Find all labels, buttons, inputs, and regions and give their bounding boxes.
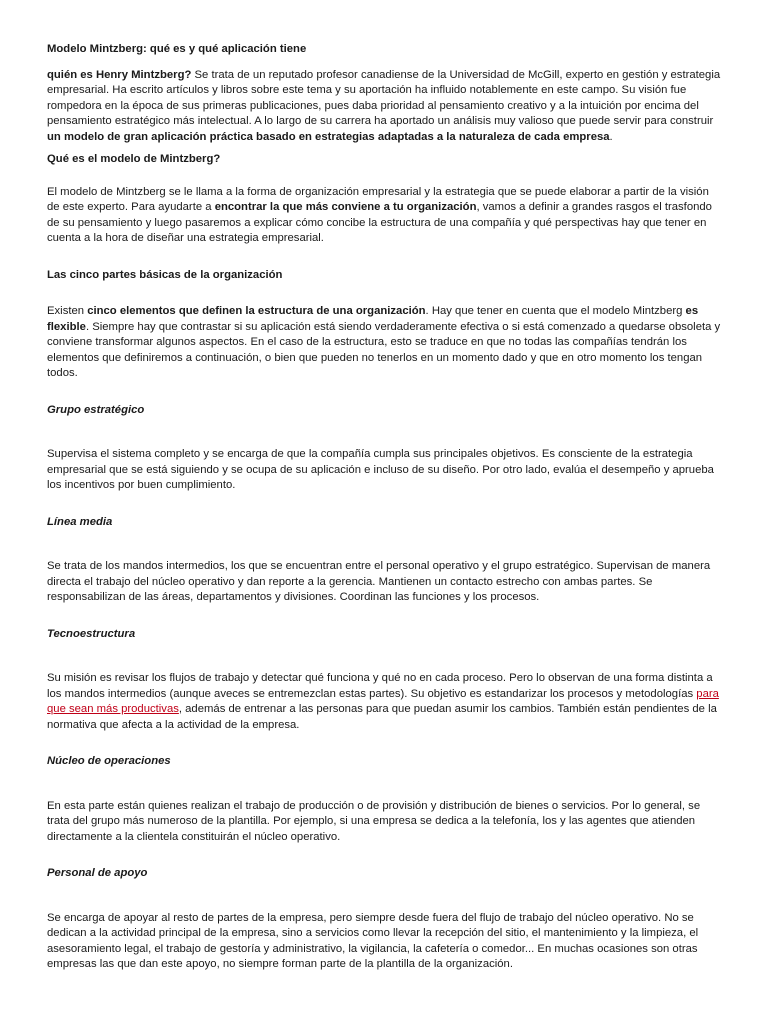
section-heading-tecno: Tecnoestructura	[47, 627, 136, 640]
section-heading-modelo: Qué es el modelo de Mintzberg?	[47, 153, 221, 165]
tecno-text-2: , además de entrenar a las personas para que puedan asumir los cambios. También están pendientes de la normativa que afecta a la actividad de la empresa.	[47, 703, 717, 731]
section-heading-apoyo: Personal de apoyo	[47, 867, 148, 879]
intro-bold-tail: un modelo de gran aplicación práctica basado en estrategias adaptadas a la naturaleza de cada empresa	[47, 130, 610, 143]
modelo-text-2: , vamos a definir a grandes rasgos el trasfondo de su pensamiento y luego pasaremos a explicar cómo concibe la estructura de una compañía y qué perspectivas hay que tener en cuenta a la hora de diseñar una estrategia empresarial.	[47, 201, 712, 244]
intro-lead: quién es Henry Mintzberg?	[47, 68, 192, 81]
modelo-bold: encontrar la que más conviene a tu organización	[214, 201, 477, 213]
tecno-text-1: Su misión es revisar los flujos de trabajo y detectar qué funciona y qué no en cada proceso. Pero lo observan de una forma distinta a los mandos intermedios (aunque aveces se entremezclan estas partes). Su objetivo es estandarizar los procesos y metodologías	[47, 672, 713, 700]
partes-text-2: . Hay que tener en cuenta que el modelo Mintzberg	[425, 305, 686, 317]
section-heading-linea: Línea media	[47, 515, 113, 528]
productivas-link[interactable]: para que sean más productivas	[47, 687, 719, 715]
partes-bold-2: es flexible	[47, 305, 699, 333]
grupo-paragraph: Supervisa el sistema completo y se encarga de que la compañía cumpla sus principales objetivos. Es consciente de la estrategia empresarial que se está siguiendo y se ocupa de su aplicación e incluso de su diseño. Por otro lado, evalúa el desempeño y aprueba los incentivos por buen cumplimiento.	[47, 448, 714, 491]
section-heading-partes: Las cinco partes básicas de la organización	[47, 268, 283, 281]
tecno-paragraph	[47, 671, 724, 733]
partes-paragraph	[47, 304, 724, 382]
partes-bold-1: cinco elementos que definen la estructura de una organización	[87, 305, 426, 317]
section-heading-grupo: Grupo estratégico	[47, 403, 145, 416]
apoyo-paragraph: Se encarga de apoyar al resto de partes de la empresa, pero siempre desde fuera del flujo de trabajo del núcleo operativo. No se dedican a la actividad principal de la empresa, sino a servicios como llevar la recepción del sitio, el mantenimiento y la limpieza, el asesoramiento legal, el trabajo de gestoría y administrativo, la vigilancia, la cafetería o comedor... En muchas ocasiones son otras empresas las que dan este apoyo, no siempre forman parte de la plantilla de la organización.	[47, 911, 699, 970]
modelo-text-1: El modelo de Mintzberg se le llama a la forma de organización empresarial y la estrategia que se puede elaborar a partir de la visión de este experto. Para ayudarte a	[47, 185, 709, 213]
nucleo-paragraph: En esta parte están quienes realizan el trabajo de producción o de provisión y distribución de bienes o servicios. Por lo general, se trata del grupo más numeroso de la plantilla. Por ejemplo, si una empresa se dedica a la telefonía, los y las agentes que atienden directamente a la clientela constituirán el núcleo operativo.	[47, 799, 701, 843]
intro-paragraph	[47, 68, 724, 146]
partes-text-1: Existen	[47, 305, 88, 317]
intro-text: Se trata de un reputado profesor canadiense de la Universidad de McGill, experto en gestión y estrategia empresarial. Ha escrito artículos y libros sobre este tema y su aportación ha influido notablemente en este campo. Su visión fue rompedora en la época de sus primeras publicaciones, pues daba prioridad al pensamiento creativo y a la intuición por encima del pensamiento estratégico más intelectual. A lo largo de su carrera ha aportado un análisis muy valioso que puede servir para construir	[47, 68, 721, 127]
section-heading-nucleo: Núcleo de operaciones	[47, 755, 171, 767]
modelo-paragraph	[47, 185, 724, 247]
intro-end: .	[609, 130, 613, 143]
partes-text-3: . Siempre hay que contrastar si su aplicación está siendo verdaderamente efectiva o si está comenzado a quedarse obsoleta y conviene transformar algunos aspectos. En el caso de la estructura, esto se traduce en que no todas las compañías tendrán los elementos que definiremos a continuación, o bien que pueden no tenerlos en un momento dado y que en otro momento los tengan todos.	[47, 320, 721, 379]
linea-paragraph: Se trata de los mandos intermedios, los que se encuentran entre el personal operativo y el grupo estratégico. Supervisan de manera directa el trabajo del núcleo operativo y dan reporte a la gerencia. Mantienen un contacto estrecho con ambas partes. Se responsabilizan de las áreas, departamentos y divisiones. Coordinan las funciones y los procesos.	[47, 560, 711, 603]
document-title: Modelo Mintzberg: qué es y qué aplicación tiene	[47, 43, 307, 55]
